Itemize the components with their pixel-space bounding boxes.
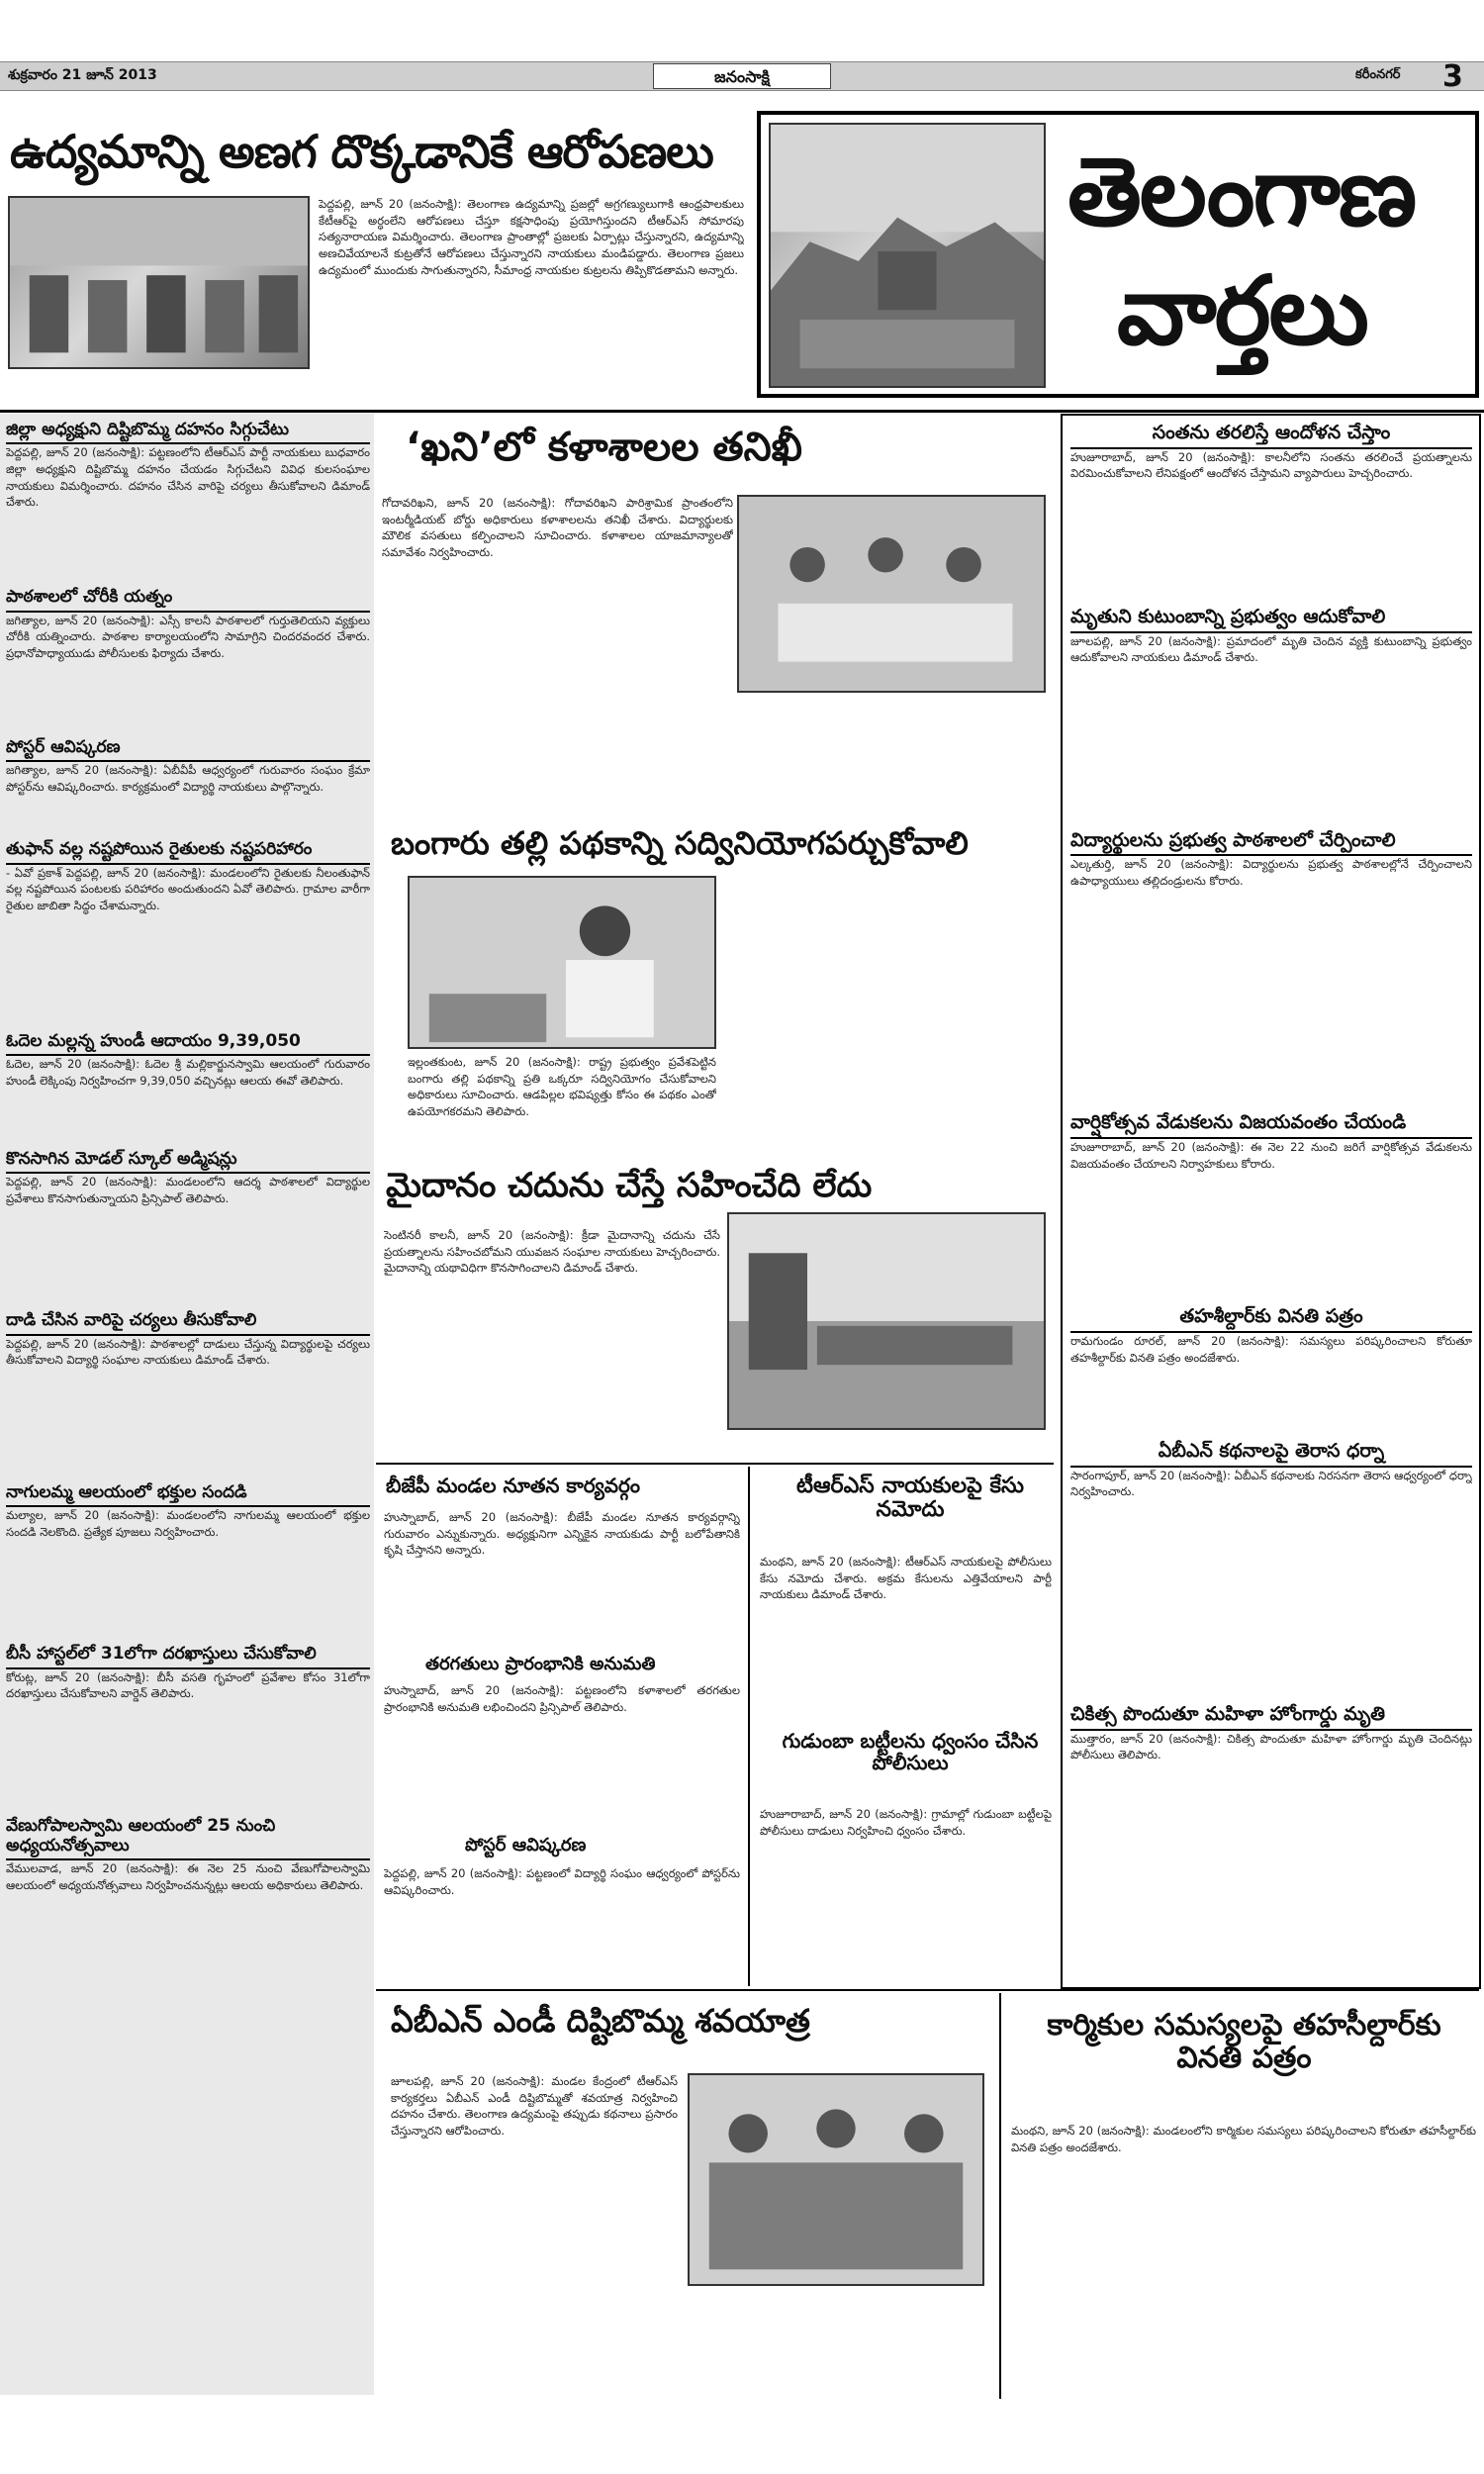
left-story <box>6 737 370 831</box>
maidanam-headline: మైదానం చదును చేస్తే సహించేది లేదు <box>386 1166 873 1205</box>
right-story-title: చికిత్స పొందుతూ మహిళా హోంగార్డు మృతి <box>1070 1703 1472 1731</box>
left-story-title: దాడి చేసిన వారిపై చర్యలు తీసుకోవాలి <box>6 1310 370 1335</box>
left-story-body: - ఏవో ప్రకాశ్ పెద్దపల్లి, జూన్ 20 (జనంసాక్షి): మండలంలోని రైతులకు నీలంతుఫాన్ వల్ల నష్టపోయిన పంటలకు పరిహారం అందుతుందని ఏవో తెలిపారు. గ్రామాల వారీగా రైతుల జాబితా సిద్ధం చేశామన్నారు. <box>6 865 370 912</box>
right-story-title: సంతను తరలిస్తే ఆందోళన చేస్తాం <box>1070 422 1472 449</box>
left-story <box>6 587 370 728</box>
left-story-title: ఓదెల మల్లన్న హుండీ ఆదాయం 9,39,050 <box>6 1031 370 1056</box>
right-story <box>1070 1703 1472 1904</box>
edition-city: కరీంనగర్ <box>1355 67 1401 82</box>
right-story-title: విద్యార్థులను ప్రభుత్వ పాఠశాలలో చేర్పించాలి <box>1070 829 1472 857</box>
right-story-title: ఏబీఎన్ కథనాలపై తెరాస ధర్నా <box>1070 1440 1472 1468</box>
right-story <box>1070 422 1472 598</box>
abn-body-cont <box>391 2291 984 2395</box>
banner-line2: వార్తలు <box>1117 255 1367 366</box>
right-story <box>1070 606 1472 821</box>
left-story-title: బీసీ హాస్టల్‌లో 31లోగా దరఖాస్తులు చేసుకోవాలి <box>6 1644 370 1668</box>
right-story-body: సారంగాపూర్, జూన్ 20 (జనంసాక్షి): ఏబీఎన్ కథనాలకు నిరసనగా తెరాస ఆధ్వర్యంలో ధర్నా నిర్వహించారు. <box>1070 1468 1472 1499</box>
right-column-stories <box>1070 422 1472 1912</box>
bjp-headline: బీజేపీ మండల నూతన కార్యవర్గం <box>386 1474 641 1497</box>
right-story-body: జూలపల్లి, జూన్ 20 (జనంసాక్షి): ప్రమాదంలో మృతి చెందిన వ్యక్తి కుటుంబాన్ని ప్రభుత్వం ఆదుకోవాలని నాయకులు డిమాండ్ చేశారు. <box>1070 633 1472 665</box>
right-story-title: వార్షికోత్సవ వేడుకలను విజయవంతం చేయండి <box>1070 1111 1472 1139</box>
left-story-body: ఓదెల, జూన్ 20 (జనంసాక్షి): ఓదెల శ్రీ మల్లికార్జునస్వామి ఆలయంలో గురువారం హుండీ లెక్కింపు నిర్వహించగా 9,39,050 వచ్చినట్లు ఆలయ ఈవో తెలిపారు. <box>6 1056 370 1088</box>
left-story <box>6 1644 370 1807</box>
gudumba-body: హుజూరాబాద్, జూన్ 20 (జనంసాక్షి): గ్రామాల్లో గుడుంబా బట్టీలపై పోలీసులు దాడులు నిర్వహించి ధ్వంసం చేశారు. <box>760 1807 1052 1838</box>
khani-photo <box>737 495 1046 693</box>
left-story-title: వేణుగోపాలస్వామి ఆలయంలో 25 నుంచి అధ్యయనోత్సవాలు <box>6 1816 370 1861</box>
right-story-title: మృతుని కుటుంబాన్ని ప్రభుత్వం ఆదుకోవాలి <box>1070 606 1472 633</box>
telangana-news-banner <box>757 111 1479 398</box>
left-story-title: నాగులమ్మ ఆలయంలో భక్తుల సందడి <box>6 1482 370 1507</box>
right-story-body: హుజూరాబాద్, జూన్ 20 (జనంసాక్షి): కాలనీలోని సంతను తరలించే ప్రయత్నాలను విరమించుకోవాలని లేనిపక్షంలో ఆందోళన చేస్తామని వ్యాపారులు హెచ్చరించారు. <box>1070 449 1472 481</box>
bangaru-photo <box>408 876 716 1049</box>
khani-body: గోదావరిఖని, జూన్ 20 (జనంసాక్షి): గోదావరిఖని పారిశ్రామిక ప్రాంతంలోని ఇంటర్మీడియట్ బోర్డు అధికారులు కళాశాలలను తనిఖీ చేశారు. విద్యార్థులకు మౌలిక వసతులు కల్పించాలని సూచించారు. కళాశాలల యాజమాన్యాలతో సమావేశం నిర్వహించారు. <box>382 496 733 560</box>
lead-headline: ఉద్యమాన్ని అణగ దొక్కడానికే ఆరోపణలు <box>10 125 713 178</box>
divider <box>748 1467 750 1986</box>
classes-body: హుస్నాబాద్, జూన్ 20 (జనంసాక్షి): పట్టణంలోని కళాశాలలో తరగతుల ప్రారంభానికి అనుమతి లభించిందని ప్రిన్సిపాల్ తెలిపారు. <box>384 1683 740 1714</box>
banner-line1: తెలంగాణ <box>1067 137 1416 247</box>
right-story-body: హుజూరాబాద్, జూన్ 20 (జనంసాక్షి): ఈ నెల 22 నుంచి జరిగే వార్షికోత్సవ వేడుకలను విజయవంతం చేయాలని నిర్వాహకులు కోరారు. <box>1070 1140 1472 1171</box>
abn-headline: ఏబీఎన్ ఎండీ దిష్టిబొమ్మ శవయాత్ర <box>391 2002 810 2040</box>
left-story <box>6 1816 370 2059</box>
left-story-body: పెద్దపల్లి, జూన్ 20 (జనంసాక్షి): పట్టణంలోని టీఆర్ఎస్ పార్టీ నాయకులు బుధవారం జిల్లా అధ్యక్షుని దిష్టిబొమ్మ దహనం చేయడం సిగ్గుచేటని వివిధ కులసంఘాల నాయకులు విమర్శించారు. దహనం చేసిన వారిపై చర్యలు తీసుకోవాలని డిమాండ్ చేశారు. <box>6 445 370 510</box>
left-story <box>6 1310 370 1474</box>
left-story <box>6 1149 370 1302</box>
right-story <box>1070 1305 1472 1432</box>
classes-headline: తరగతులు ప్రారంభానికి అనుమతి <box>425 1654 656 1674</box>
divider <box>376 1989 1479 1991</box>
maidanam-photo <box>727 1212 1046 1430</box>
khani-headline: ‘ఖని’లో కళాశాలల తనిఖీ <box>406 425 803 470</box>
poster-headline: పోస్టర్ ఆవిష్కరణ <box>465 1835 587 1856</box>
left-story <box>6 839 370 1022</box>
trs-headline: టీఆర్ఎస్ నాయకులపై కేసు నమోదు <box>795 1474 1025 1523</box>
left-story <box>6 1031 370 1141</box>
left-story-body: జగిత్యాల, జూన్ 20 (జనంసాక్షి): ఎస్సీ కాలనీ పాఠశాలలో గుర్తుతెలియని వ్యక్తులు చోరీకి యత్నించారు. పాఠశాల కార్యాలయంలోని సామాగ్రిని చిందరవందర చేశారు. ప్రధానోపాధ్యాయుడు పోలీసులకు ఫిర్యాదు చేశారు. <box>6 613 370 661</box>
left-story-title: తుఫాన్ వల్ల నష్టపోయిన రైతులకు నష్టపరిహారం <box>6 839 370 864</box>
right-story <box>1070 1111 1472 1297</box>
trs-body: మంథని, జూన్ 20 (జనంసాక్షి): టీఆర్ఎస్ నాయకులపై పోలీసులు కేసు నమోదు చేశారు. అక్రమ కేసులను ఎత్తివేయాలని పార్టీ నాయకులు డిమాండ్ చేశారు. <box>760 1555 1052 1602</box>
khani-body-cont <box>737 698 1046 807</box>
lead-photo <box>8 196 310 369</box>
left-story-body: పెద్దపల్లి, జూన్ 20 (జనంసాక్షి): పాఠశాలల్లో దాడులు చేస్తున్న విద్యార్థులపై చర్యలు తీసుకోవాలని విద్యార్థి సంఘాల నాయకులు డిమాండ్ చేశారు. <box>6 1336 370 1368</box>
workers-body: మంథని, జూన్ 20 (జనంసాక్షి): మండలంలోని కార్మికుల సమస్యలు పరిష్కరించాలని కోరుతూ తహసీల్దార్‌కు వినతి పత్రం అందజేశారు. <box>1011 2124 1476 2154</box>
maidanam-body: సెంటినరీ కాలనీ, జూన్ 20 (జనంసాక్షి): క్రీడా మైదానాన్ని చదును చేసే ప్రయత్నాలను సహించబోమని యువజన సంఘాల నాయకులు హెచ్చరించారు. మైదానాన్ని యథావిధిగా కొనసాగించాలని డిమాండ్ చేశారు. <box>384 1228 720 1276</box>
left-story-body: కోరుట్ల, జూన్ 20 (జనంసాక్షి): బీసీ వసతి గృహంలో ప్రవేశాల కోసం 31లోగా దరఖాస్తులు చేసుకోవాలని వార్డెన్ తెలిపారు. <box>6 1669 370 1701</box>
divider <box>0 410 1484 413</box>
left-story <box>6 1482 370 1636</box>
right-story <box>1070 829 1472 1104</box>
left-column-stories <box>6 420 370 2066</box>
right-story-body: ఎల్కతుర్తి, జూన్ 20 (జనంసాక్షి): విద్యార్థులను ప్రభుత్వ పాఠశాలల్లోనే చేర్పించాలని ఉపాధ్యాయులు తల్లిదండ్రులను కోరారు. <box>1070 857 1472 889</box>
gudumba-headline: గుడుంబా బట్టీలను ధ్వంసం చేసిన పోలీసులు <box>782 1729 1039 1774</box>
bangaru-headline: బంగారు తల్లి పథకాన్ని సద్వినియోగపర్చుకోవాలి <box>391 824 969 862</box>
lead-body-cont <box>8 372 745 408</box>
issue-date: శుక్రవారం 21 జూన్ 2013 <box>8 67 157 83</box>
divider <box>999 1993 1001 2399</box>
left-story-body: పెద్దపల్లి, జూన్ 20 (జనంసాక్షి): మండలంలోని ఆదర్శ పాఠశాలలో విద్యార్థుల ప్రవేశాలు కొనసాగుతున్నాయని ప్రిన్సిపాల్ తెలిపారు. <box>6 1175 370 1206</box>
workers-headline: కార్మికుల సమస్యలపై తహసీల్దార్‌కు వినతి పత్రం <box>1047 2008 1441 2075</box>
page-number: 3 <box>1442 59 1463 94</box>
left-story-title: కొనసాగిన మోడల్ స్కూల్ అడ్మిషన్లు <box>6 1149 370 1174</box>
abn-body: జూలపల్లి, జూన్ 20 (జనంసాక్షి): మండల కేంద్రంలో టీఆర్ఎస్ కార్యకర్తలు ఏబీఎన్ ఎండీ దిష్టిబొమ్మతో శవయాత్ర నిర్వహించి దహనం చేశారు. తెలంగాణ ఉద్యమంపై తప్పుడు కథనాలు ప్రసారం చేస్తున్నారని ఆరోపించారు. <box>391 2074 678 2139</box>
left-story-body: మల్యాల, జూన్ 20 (జనంసాక్షి): మండలంలోని నాగులమ్మ ఆలయంలో భక్తుల సందడి నెలకొంది. ప్రత్యేక పూజలు నిర్వహించారు. <box>6 1508 370 1539</box>
right-story <box>1070 1440 1472 1695</box>
lead-body: పెద్దపల్లి, జూన్ 20 (జనంసాక్షి): తెలంగాణ ఉద్యమాన్ని ప్రజల్లో అగ్రగణ్యులుగాకి ఆంధ్రపాలకులు కేటీఆర్‌పై అర్ధంలేని ఆరోపణలు చేస్తూ కక్షసాధింపు ప్రయోగిస్తుందని టీఆర్ఎస్ సోమారపు సత్యనారాయణ విమర్శించారు. తెలంగాణ ప్రాంతాల్లో ప్రజలకు ఏర్పాట్లు చేస్తున్నారని, ఉద్యమాన్ని అణచివేయాలనే కుట్రతోనే ఆరోపణలు చేస్తున్నారని నాయకులు మండిపడ్డారు. తెలంగాణ ప్రజలు ఉద్యమంలో ముందుకు సాగుతున్నారని, సీమాంధ్ర నాయకుల కుట్రలను తిప్పికొడతామని అన్నారు. <box>319 197 744 277</box>
divider <box>376 1463 1054 1465</box>
left-story-title: పాఠశాలలో చోరీకి యత్నం <box>6 587 370 612</box>
left-story-body: వేములవాడ, జూన్ 20 (జనంసాక్షి): ఈ నెల 25 నుంచి వేణుగోపాలస్వామి ఆలయంలో అధ్యయనోత్సవాలు నిర్వహించనున్నట్లు ఆలయ అధికారులు తెలిపారు. <box>6 1861 370 1892</box>
bangaru-body: ఇల్లంతకుంట, జూన్ 20 (జనంసాక్షి): రాష్ట్ర ప్రభుత్వం ప్రవేశపెట్టిన బంగారు తల్లి పథకాన్ని ప్రతి ఒక్కరూ సద్వినియోగం చేసుకోవాలని అధికారులు సూచించారు. ఆడపిల్లల భవిష్యత్తు కోసం ఈ పథకం ఎంతో ఉపయోగకరమని తెలిపారు. <box>408 1055 716 1119</box>
left-story-title: పోస్టర్ ఆవిష్కరణ <box>6 737 370 762</box>
right-story-body: రామగుండం రూరల్, జూన్ 20 (జనంసాక్షి): సమస్యలు పరిష్కరించాలని కోరుతూ తహశీల్దార్‌కు వినతి పత్రం అందజేశారు. <box>1070 1333 1472 1365</box>
right-story-body: ముత్తారం, జూన్ 20 (జనంసాక్షి): చికిత్స పొందుతూ మహిళా హోంగార్డు మృతి చెందినట్లు పోలీసులు తెలిపారు. <box>1070 1731 1472 1762</box>
left-story-body: జగిత్యాల, జూన్ 20 (జనంసాక్షి): ఏబీవీపీ ఆధ్వర్యంలో గురువారం సంఘం క్రేమా పోస్టర్‌ను ఆవిష్కరించారు. కార్యక్రమంలో విద్యార్థి నాయకులు పాల్గొన్నారు. <box>6 763 370 794</box>
poster-body: పెద్దపల్లి, జూన్ 20 (జనంసాక్షి): పట్టణంలో విద్యార్థి సంఘం ఆధ్వర్యంలో పోస్టర్‌ను ఆవిష్కరించారు. <box>384 1866 740 1897</box>
left-story <box>6 420 370 579</box>
fort-photo <box>769 123 1046 388</box>
bjp-body: హుస్నాబాద్, జూన్ 20 (జనంసాక్షి): బీజేపీ మండల నూతన కార్యవర్గాన్ని గురువారం ఎన్నుకున్నారు. అధ్యక్షునిగా ఎన్నికైన నాయకుడు పార్టీ బలోపేతానికి కృషి చేస్తానని అన్నారు. <box>384 1510 740 1558</box>
abn-photo <box>688 2073 984 2286</box>
masthead-brand: జనంసాక్షి <box>653 63 831 89</box>
right-story-title: తహశీల్దార్‌కు వినతి పత్రం <box>1070 1305 1472 1333</box>
bangaru-body-cont <box>724 876 1049 1168</box>
left-story-title: జిల్లా అధ్యక్షుని దిష్టిబొమ్మ దహనం సిగ్గుచేటు <box>6 420 370 444</box>
